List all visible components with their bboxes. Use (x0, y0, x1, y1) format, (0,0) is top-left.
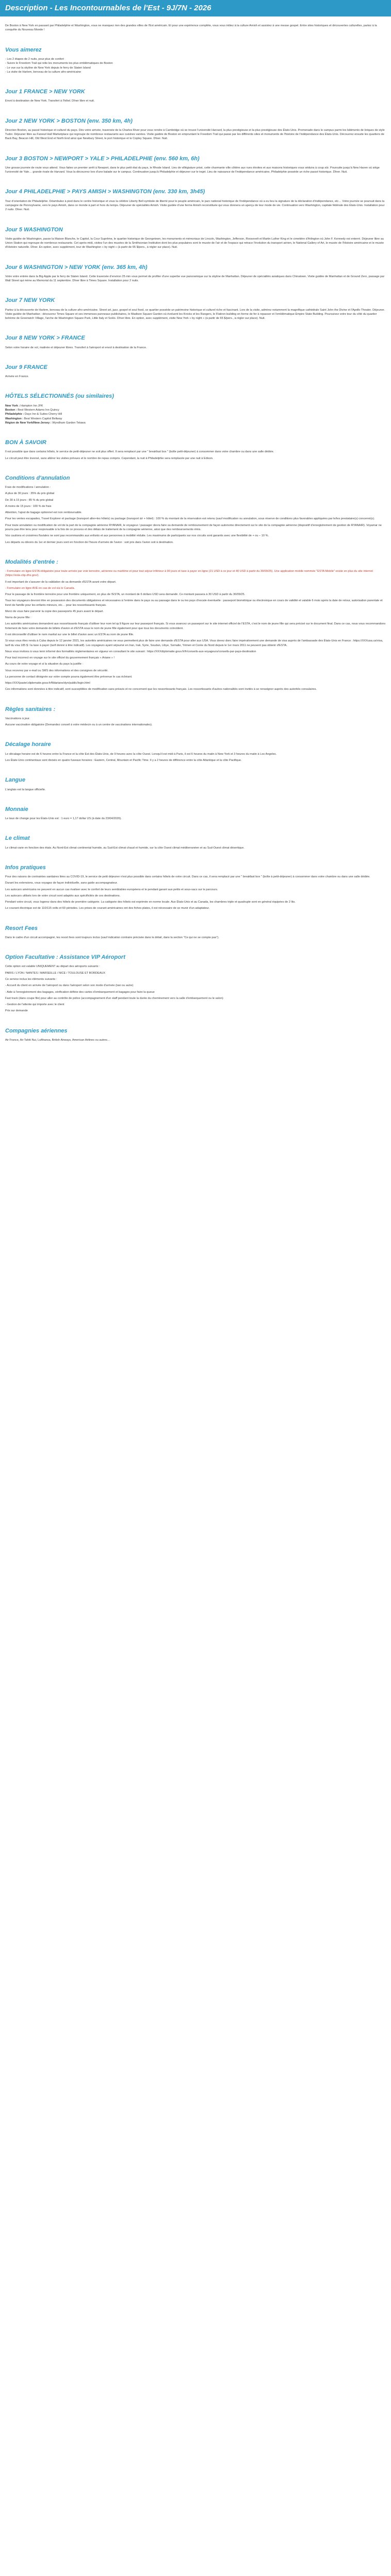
section-title: HÔTELS SÉLECTIONNÉS (ou similaires) (5, 393, 114, 400)
section-paragraph: Les autorités américaines demandent aux ressortissants français d'utiliser leur nom tel qu'il figure sur leur passeport français. Si vous avancez un passeport sur le site internet officiel de l'ESTA, c'est le nom de jeune fille qui sera précisé sur le document final. Dans ce cas, nous vous recommandons fortement de faire votre demande de billets d'avion et d'ESTA sous le nom de jeune fille également pour que tous les documents coïncident. (5, 622, 386, 630)
section-title: Option Facultative : Assistance VIP Aéroport (5, 954, 125, 961)
section-title: Jour 3 BOSTON > NEWPORT > YALE > PHILADELPHIE (env. 560 km, 6h) (5, 155, 200, 162)
bullet-list (5, 57, 386, 74)
section-paragraph: Air France, Air Tahiti Nui, Lufthansa, British Airways, American Airlines ou autres… (5, 1038, 110, 1042)
section-title: Jour 8 NEW YORK > FRANCE (5, 335, 85, 342)
section-1 (5, 88, 386, 104)
section-title: Resort Fees (5, 925, 38, 931)
section-14 (5, 705, 386, 727)
section-paragraph: Direction Boston, au passé historique et culturel du pays. Dès votre arrivée, traversée de la Charles River pour vous rendre à Cambridge où se trouve l'université Harvard, la plus prestigieuse et la plus prestigieuse des États-Unis. Promenade dans le campus parmi les bâtiments de briques de style Tudor. Déjeuner libre au Faneuil Hall Marketplace qui regroupe de nombreux restaurants aux cuisines variées. Visite guidée de Boston en empruntant le Freedom Trail qui passe par les différents sites et monuments de l'histoire de l'indépendance des États-Unis. Découvrez ensuite les quartiers de Back Bay, Beacon Hill, Old West End et North End ainsi que Newbury Street, le port historique et le Copley Square. Dîner. Nuit. (5, 128, 385, 141)
section-paragraph: https://XXXpastel.diplomatie.gouv.fr/fildariane/dyn/public/login.html (5, 682, 90, 685)
section-paragraph: Au cours de votre voyage et si la situation du pays la justifie : (5, 663, 84, 666)
section-8 (5, 334, 386, 350)
section-paragraph: Nous vous invitons à vous tenir informé des formalités réglementaires en vigueur en consultant le site suivant : https://XXXdiplomatie.gouv.fr/fr/conseils-aux-voyageurs/conseils-par-pays-destination (5, 650, 256, 653)
hotel-line (5, 404, 386, 408)
section-paragraph: Tour d'orientation de Philadelphie. Déambulez à pied dans le centre historique et vous la célèbre Liberty Bell symbole de liberté pour le peuple américain, le parc national historique de l'indépendance où a eu lieu la signature de la déclaration d'indépendance, etc… Votre journée se poursuit dans la campagne de Pennsylvanie, vers le pays Amish, dans ce monde à part et hors du temps. Déjeuner de spécialités Amish. Visite guidée d'une ferme Amish reconstituée qui vous donnera un aperçu de leur mode de vie. Continuation vers Washington, capitale fédérale des États-Unis. Installation pour 2 nuits. Dîner. Nuit. (5, 199, 385, 212)
section-title: Jour 9 FRANCE (5, 364, 47, 370)
hotel-line (5, 421, 386, 425)
intro-paragraph: De Boston à New York en passant par Philadelphie et Washington, vous ne manquez rien des grandes villes de l'Est américain. Et pour une expérience complète, vous vous initiez à la culture Amish et assistez à une messe gospel. Entre sites historiques et découvertes culturelles, partez à la conquête du Nouveau Monde ! (5, 24, 377, 32)
section-title: Le climat (5, 835, 30, 842)
list-item: - Le vue sur la skyline de New York depuis le ferry de Staten Island (5, 66, 91, 70)
list-item: - La visite de Harlem, berceau de la culture afro-américaine (5, 70, 82, 74)
section-title: Modalités d'entrée : (5, 558, 58, 565)
section-title: Jour 4 PHILADELPHIE > PAYS AMISH > WASHINGTON (env. 330 km, 3h45) (5, 189, 205, 195)
section-title: Infos pratiques (5, 864, 46, 871)
section-paragraph: Tous les voyageurs devront être en possession des documents obligatoires et nécessaires à l'entrée dans le pays ou au passage dans le ou les pays d'escale éventuelle : passeport biométrique ou électronique en cours de validité et valable 6 mois après la date de retour, autorisation parentale et livret de famille pour les enfants mineurs, etc… pour les ressortissants français. (5, 599, 383, 607)
section-paragraph: Les États-Unis continentaux sont divisés en quatre fuseaux horaires : Eastern, Central, Mountain et Pacific Time. Il y a 2 heures de différence entre la côte Atlantique et la côte Pacifique. (5, 758, 242, 762)
hotel-city: Washington : (5, 417, 24, 420)
hotel-line (5, 412, 386, 416)
page-title-banner: Description - Les Incontournables de l'Est - 9J/7N - 2026 (0, 0, 391, 16)
hotel-name: Days Inn & Suites Cherry Hill (24, 413, 62, 416)
section-17 (5, 805, 386, 821)
section-4 (5, 188, 386, 212)
hotel-name: Best Western Capitol Beltway (24, 417, 62, 420)
section-paragraph: Visite guidée de Washington, passe la Maison Blanche, le Capitol, la Cour Suprême, le quartier historique de Georgetown, les monuments et mémoriaux de Lincoln, Washington, Jefferson, Roosevelt et Martin Luther King et le cimetière d'Arlington où John F. Kennedy est enterré. Déjeuner libre au Union Station qui regroupe de nombreux restaurants. Cet après-midi, visitez l'un des musées de la Smithsonian Institution dont les plus populaires sont le musée de l'air et de l'espace qui retrace l'évolution du transport aérien, le National Gallery of Art, le musée de l'Histoire américaine et le musée d'Histoire naturelle. Dîner. En option, avec supplément, tour de Washington « by night » (à partir de 65 $/pers., à régler sur place). Nuit. (5, 237, 384, 249)
document-page (0, 0, 391, 1050)
section-paragraph: Pour le passage de la frontière terrestre pour une frontière uniquement, en plus de l'ESTA, un montant de 6 dollars USD sera demandé. Ce montant passera à 30 USD à partir du 30/09/25. (5, 593, 246, 597)
section-paragraph: Les autocars américains ne peuvent en aucun cas rivaliser avec le confort de leurs semblables européens et le pendant garant aux petits et sous-sacs sur le parcours. (5, 888, 218, 891)
section-paragraph: Vos cautions et croisières fluviales ne sont pas recommandés aux enfants et aux personnes à mobilité réduite. Les maximums de participants sur nos circuits sont garantis avec une flexibilité de + ou – 10 %. (5, 534, 269, 538)
section-paragraph: Pour les ventes escapades, Travel Explorer et package (transport aller+les hôtels) ou package (transport à/r + hôtel) : 100 % du montant de la réservation est retenu (sauf modification ou annulation, sous réserve de conditions plus favorables appliquées par le/les prestataire(s) concerné(s). (5, 517, 375, 521)
section-16 (5, 776, 386, 792)
section-paragraph: La personne de contact désignée sur votre compte pourra également être prévenue le cas échéant. (5, 675, 133, 679)
section-paragraph: Il est déconseillé d'utiliser le nom marital sur une le billet d'avion avec un ESTA au nom de jeune fille. (5, 633, 134, 636)
hotel-city: New York : (5, 404, 21, 408)
section-title: Règles sanitaires : (5, 706, 56, 713)
section-19 (5, 863, 386, 911)
hotel-line (5, 408, 386, 412)
section-paragraph: - Aide à l'enregistrement des bagages, vérification définie des cartes d'embarquement et bagages pour faire la queue (5, 990, 155, 994)
section-paragraph: De 30 à 15 jours : 85 % du prix global (5, 498, 54, 502)
section-title: Langue (5, 777, 26, 784)
section-2 (5, 117, 386, 141)
hotel-city: Philadelphie : (5, 413, 25, 416)
section-paragraph: Noms de jeune fille : (5, 616, 31, 620)
section-paragraph: Durant les extensions, vous voyagez de façon individuelle, sans guide accompagnateur. (5, 882, 118, 885)
section-paragraph: - Gestion de l'attente qui importe avec le client (5, 1003, 64, 1007)
section-title: Compagnies aériennes (5, 1027, 68, 1034)
section-title: Vous aimerez (5, 46, 42, 53)
section-paragraph: Partez à la découverte de Harlem, berceau de la culture afro-américaine. Street art, jazz, gospel et soul food, ce quartier possède un patrimoine historique et culturel riche et fascinant. Lors de la visite, admirez notamment la magnifique cathédrale Saint John the Divine et l'Apollo Theater. Déjeuner. Visite guidée de Manhattan : découvrez Times Square et ses immenses panneaux publicitaires, le Madison Square Garden où évoluent les Knicks et les Rangers, le Flatiron building en forme de fer à repasser et l'emblématique Empire State Building. Poursuivez votre tour du côté du quartier bohème de Greenwich Village, l'arche de Washington Square Park, Little Italy et SoHo. Dîner libre. En option, avec supplément, visite New York « by night » (à partir de 65 $/pers., à régler sur place). Nuit. (5, 308, 385, 320)
section-paragraph: Pendant votre circuit, vous logerez dans des hôtels de première catégorie. La catégorie des hôtels est exprimée en norme locale. Aux États-Unis et au Canada, les chambres triple et quadruple sont en général équipées de 2 lits. (5, 901, 296, 904)
section-paragraph: Aucune vaccination obligatoire (Demandez conseil à votre médecin ou à un centre de vaccinations internationales). (5, 723, 153, 727)
section-paragraph: L'anglais est la langue officielle. (5, 788, 46, 791)
section-9 (5, 363, 386, 379)
section-title: Conditions d'annulation (5, 474, 70, 481)
hotel-line (5, 417, 386, 421)
section-paragraph: Les autocars utilisés lors de votre circuit sont adaptés aux spécificités de ces destinations. (5, 894, 121, 897)
section-0 (5, 46, 386, 74)
section-15 (5, 740, 386, 762)
section-title: Jour 1 FRANCE > NEW YORK (5, 89, 85, 95)
section-paragraph: Merci de vous faire parvenir la copie des passeports 45 jours avant le départ. (5, 609, 104, 613)
section-title: Jour 5 WASHINGTON (5, 226, 63, 233)
list-item: - Les 2 étapes de 2 nuits, pour plus de confort (5, 57, 64, 61)
section-7 (5, 296, 386, 320)
section-paragraph: Le taux de change pour les États-Unis est : 1 euro = 1,17 dollar US (à date du 23/04/2026). (5, 817, 122, 821)
intro (5, 24, 386, 32)
section-paragraph: - Formulaire en ligne AVE en cas de vol via le Canada. (5, 586, 75, 590)
sections (5, 46, 386, 1042)
section-11 (5, 438, 386, 461)
section-paragraph: Votre votre entrée dans la Big Apple par le ferry de Staten Island. Cette traversée d'environ 25 min vous permet de profiter d'une superbe vue panoramique sur la skyline de Manhattan. Déjeuner de spécialités asiatiques dans Chinatown. Visite guidée de Manhattan et de Ground Zero, passage par Wall Street qui mène au Memorial du 11 septembre. Dîner libre à Times Square. Installation pour 2 nuits. (5, 275, 385, 283)
section-paragraph: Les départs ou dévers du 1er et dernier jours sont en fonction de l'heure d'arrivée de l'avion : soit pris dans l'avion soit à destination. (5, 540, 174, 544)
section-13 (5, 558, 386, 692)
section-paragraph: Cette option est valable UNIQUEMENT au départ des aéroports suivants : (5, 965, 100, 969)
section-20 (5, 924, 386, 940)
section-paragraph: Prix sur demande (5, 1009, 28, 1013)
section-6 (5, 263, 386, 283)
section-10 (5, 392, 386, 425)
section-title: Décalage horaire (5, 741, 51, 748)
section-paragraph: Le courant électrique est de 110/115 volts et 60 périodes. Les prises de courant américaines ont des fiches plates, il est nécessaire de se munir d'un adaptateur. (5, 907, 210, 910)
section-paragraph: Envol à destination de New York. Transfert à l'hôtel. Dîner libre et nuit. (5, 99, 95, 103)
section-title: Monnaie (5, 806, 28, 812)
section-title: BON À SAVOIR (5, 439, 46, 446)
section-paragraph: Pour toute annulation ou modification de vol de la part de la compagnie aérienne RYANAIR, le voyageur / passager devra faire sa demande de remboursement de façon autonome directement sur le site de la compagnie aérienne (dispositif d'enregistrement de gestion de RYANAIR). Voyamar ne pourra pas être tenu pour responsable à la fois de ce process et des délais de traitement de la compagnie aérienne, ainsi que des remboursements émis. (5, 523, 382, 531)
section-18 (5, 834, 386, 850)
section-12 (5, 474, 386, 545)
hotel-name: Wyndham Garden Tetawa (52, 421, 86, 425)
section-paragraph: A moins de 15 jours : 100 % de frais (5, 504, 52, 508)
section-paragraph: Pour tout incorrect en voyage sur le site officiel du gouvernement français « Ariane » ! (5, 656, 115, 660)
section-paragraph: Il est possible que dans certains hôtels, le service de petit-déjeuner ne soit plus offert. Il sera remplacé par une " breakfast box " (boîte petit-déjeuner) à consommer dans votre chambre ou dans une salle dédiée. (5, 450, 274, 454)
section-paragraph: Ce service inclus les éléments suivants : (5, 978, 57, 981)
section-paragraph: Attention, l'ajout de bagage optionnel est non remboursable. (5, 511, 83, 515)
section-title: Jour 6 WASHINGTON > NEW YORK (env. 365 km, 4h) (5, 264, 148, 270)
section-22 (5, 1027, 386, 1043)
section-paragraph: Arrivée en France. (5, 375, 29, 379)
section-5 (5, 226, 386, 250)
section-paragraph: Vous recevrez par e-mail ou SMS des informations et des consignes de sécurité. (5, 669, 108, 672)
section-paragraph: Le circuit peut être inversé, sans altérer les visites prévues et le nombre de repas compris. Cependant, la nuit à Philadelphie sera remplacée par une nuit à Edison. (5, 456, 214, 460)
section-paragraph: Pour des raisons de contraintes sanitaires liées au COVID-19, le service de petit déjeuner n'est plus possible dans certains hôtels de votre circuit. Dans ce cas, il sera remplacé par une " breakfast box " (boîte à petit-déjeuner) à consommer dans votre chambre ou dans une salle dédiée. (5, 875, 370, 879)
section-paragraph: Il est important de s'assurer de la validation de sa demande d'ESTA avant votre départ. (5, 580, 117, 584)
section-paragraph: Dans le cadre d'un circuit accompagné, les resort fees sont toujours inclus (sauf indication contraire précisée dans le détail, dans la section "Ce qui ne se compte pas"). (5, 936, 219, 939)
section-paragraph: Une grosse journée de route vous attend. Vous faites un premier arrêt à Newport, dans le plus petit état du pays, le Rhode Island. Lieu de villégiature prisé, cette charmante ville côtière aux rues étroites et aux maisons historiques vous séduira à coup sûr. Poursuite jusqu'à New Haven où siège l'université de Yale… grande rivale de Harvard. Vous la découvrez lors d'une balade sur le campus. Continuation jusqu'à Philadelphie et déjeuner sur le trajet. Lieu de naissance de l'indépendance américaine, Philadelphie possède un riche passé historique. Dîner. Nuit. (5, 166, 380, 174)
section-paragraph: Frais de modifications / annulation : (5, 486, 51, 489)
section-21 (5, 953, 386, 1013)
hotel-name: Hampton Inn JFK (20, 404, 43, 408)
section-3 (5, 155, 386, 175)
section-paragraph: - Accueil du client en arrivée de l'aéroport ou dans l'aéroport selon son mode d'arrivée (taxi ou autre) (5, 984, 134, 988)
section-paragraph: Ces informations sont données à titre indicatif, sont susceptibles de modification sans préavis et ne concernent que les ressortissants français. Les ressortissants d'autres nationalités sont invités à se renseigner auprès des autorités consulaires. (5, 688, 317, 691)
section-title: Jour 7 NEW YORK (5, 297, 55, 304)
section-paragraph: Vaccinations à jour. (5, 717, 30, 720)
section-paragraph: PARIS / LYON / NANTES / MARSEILLE / NICE / TOULOUSE ET BORDEAUX (5, 971, 106, 975)
section-paragraph: Si vous vous êtes rendu à Cuba depuis le 12 janvier 2021, les autorités américaines ne vous permettent plus de faire une demande d'ESTA pour aller aux USA. Vous devez donc faire impérativement une demande de visa auprès de l'ambassade des États-Unis en France : https://XXXusa.us/visa, tarif du visa 185 $ / la taxe à payer (tarif donné à titre indicatif). Les voyageurs ayant séjourné en Iran, Irak, Syrie, Soudan, Libye, Somalie, Yémen et Corée du Nord depuis le 1er mars 2011 ne peuvent pas obtenir d'ESTA. (5, 639, 383, 647)
section-paragraph: Selon votre horaire de vol, matinée et déjeuner libres. Transfert à l'aéroport et envol à destination de la France. (5, 346, 147, 349)
section-paragraph: Fast track (dans coupe file) pour aller au contrôle de police (accompagnement d'un staff pendant toute la durée du cheminement vers la salle d'embarquement ou le salon) (5, 996, 223, 1000)
section-paragraph: Le décalage horaire est de 6 heures entre la France et la côte Est des États-Unis, de 9 heures avec la côte Ouest. Lorsqu'il est midi à Paris, il est 6 heures du matin à New York et 3 heures du matin à Los Angeles. (5, 752, 277, 756)
section-paragraph: - Formulaire en ligne ESTA obligatoire pour toute arrivée par voie terrestre, aérienne ou maritime et pour tout séjour inférieur à 90 jours et taxe à payer en ligne (21 USD à ce jour et 40 USD à partir du 30/09/25). Une application mobile nommée "ESTA Mobile" existe en plus du site internet (https://esta.cbp.dhs.gov/). (5, 570, 373, 578)
hotel-city: Région de New York/New-Jersey : (5, 421, 53, 425)
list-item: - Suivre le Freedom Trail qui relie les monuments les plus emblématiques de Boston (5, 62, 113, 65)
section-paragraph: Le climat varie en fonction des états. Au Nord-Est climat continental humide, au Sud-Est climat chaud et humide, sur la côte Ouest climat méditerranéen et au Sud-Ouest climat désertique. (5, 846, 245, 850)
section-title: Jour 2 NEW YORK > BOSTON (env. 350 km, 4h) (5, 117, 133, 124)
hotel-name: Best Western Adams Inn Quincy (18, 409, 59, 412)
section-paragraph: A plus de 30 jours : 35% du prix global (5, 492, 55, 496)
hotel-city: Boston : (5, 409, 18, 412)
